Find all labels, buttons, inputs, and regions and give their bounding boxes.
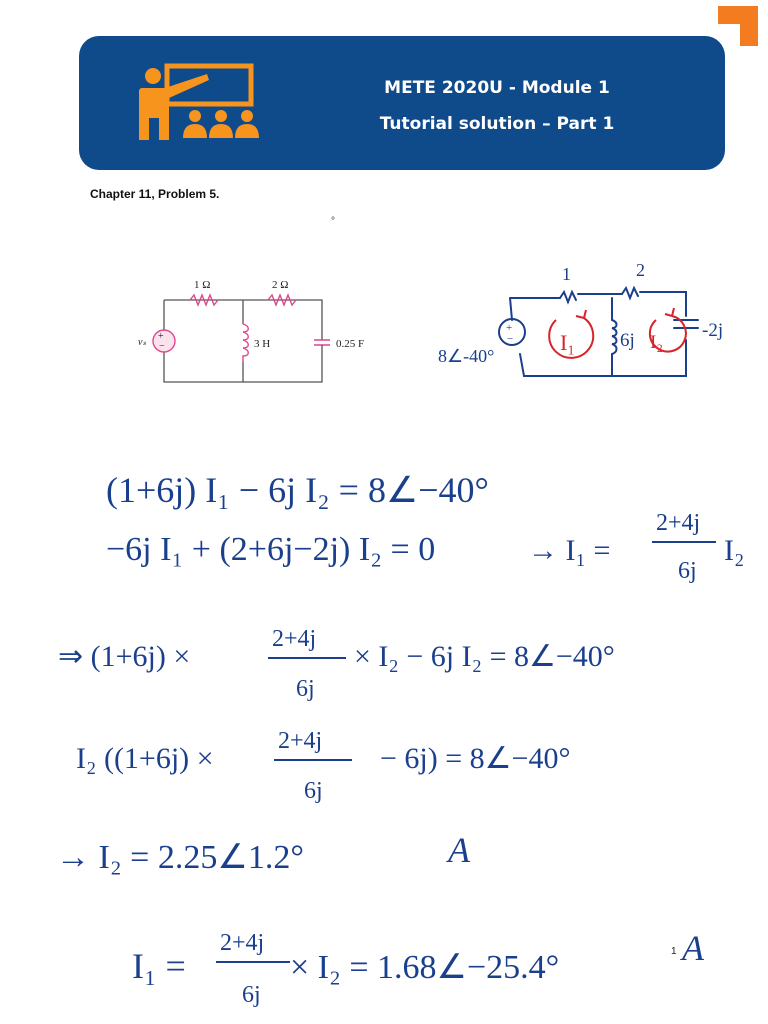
sketch-r1-label: 1: [562, 264, 571, 284]
source-minus-sign: −: [159, 341, 165, 352]
equation-line-4-left: I₂ ((1+6j) ×: [76, 742, 214, 775]
fraction-denominator-2: 6j: [296, 676, 315, 702]
circuit-diagram: [130, 268, 390, 388]
sketch-source-plus: +: [506, 322, 513, 334]
course-title: METE 2020U - Module 1: [384, 78, 610, 98]
equation-line-4-right: − 6j) = 8∠−40°: [380, 742, 571, 775]
equation-line-2-factor: I₂: [724, 534, 745, 567]
corner-brand-mark: [718, 6, 758, 46]
teacher-presentation-icon: [135, 62, 269, 142]
page-number: 1: [671, 946, 677, 957]
fraction-numerator-1: 2+4j: [656, 510, 701, 536]
equation-line-2: −6j I₁ + (2+6j−2j) I₂ = 0: [106, 531, 436, 568]
source-plus-sign: +: [158, 331, 164, 342]
stray-degree-mark: °: [331, 216, 335, 227]
equation-line-5-unit: A: [448, 830, 470, 870]
capacitor-label: 0.25 F: [336, 338, 365, 350]
mesh-1-arrowhead: [576, 310, 586, 318]
inductor-label: 3 H: [254, 338, 271, 350]
equation-line-2-result: → I₁ =: [528, 534, 611, 567]
sketch-resistor-2: [622, 288, 638, 298]
problem-heading: Chapter 11, Problem 5.: [90, 187, 220, 201]
sketch-capacitor-label: -2j: [702, 320, 724, 341]
equation-line-1: (1+6j) I₁ − 6j I₂ = 8∠−40°: [106, 470, 489, 510]
equation-line-6-unit: A: [682, 928, 704, 968]
student-body-3: [235, 124, 259, 138]
resistor-2-label: 2 Ω: [272, 279, 289, 291]
mesh-1-label: I₁: [560, 330, 575, 355]
fraction-denominator-1: 6j: [678, 558, 697, 584]
corner-mark-shape: [718, 6, 758, 46]
sketch-capacitor: [674, 320, 698, 328]
tutorial-subtitle: Tutorial solution – Part 1: [379, 114, 615, 134]
mesh-2-label: I₂: [650, 332, 663, 353]
fraction-numerator-2: 2+4j: [272, 626, 317, 652]
sketch-r2-label: 2: [636, 260, 645, 280]
sketch-inductor: [612, 320, 617, 354]
student-head-1: [189, 110, 201, 122]
equation-line-3-right: × I₂ − 6j I₂ = 8∠−40°: [354, 640, 615, 673]
fraction-denominator-3: 6j: [304, 778, 323, 804]
source-label: vₛ: [138, 337, 147, 348]
equation-line-5: → I₂ = 2.25∠1.2°: [56, 839, 304, 876]
sketch-source-minus: −: [507, 333, 514, 345]
fraction-numerator-4: 2+4j: [220, 930, 265, 956]
student-head-2: [215, 110, 227, 122]
inductor-symbol: [243, 324, 248, 362]
header-banner: [79, 36, 725, 170]
sketch-inductor-label: 6j: [620, 330, 635, 351]
student-body-1: [183, 124, 207, 138]
teacher-head: [145, 68, 161, 84]
equation-line-6-right: × I₂ = 1.68∠−25.4°: [290, 949, 560, 986]
student-body-2: [209, 124, 233, 138]
equation-work: [0, 430, 768, 1024]
sketch-source-label: 8∠-40°: [438, 346, 495, 366]
equation-line-6-left: I₁ =: [132, 946, 186, 986]
sketch-resistor-1: [560, 292, 576, 302]
equation-line-3-left: ⇒ (1+6j) ×: [58, 640, 191, 673]
capacitor-symbol: [314, 340, 330, 345]
mesh-2-arrowhead: [665, 308, 674, 316]
fraction-denominator-4: 6j: [242, 982, 261, 1008]
resistor-1-label: 1 Ω: [194, 279, 211, 291]
student-head-3: [241, 110, 253, 122]
fraction-numerator-3: 2+4j: [278, 728, 323, 754]
circuit-sketch: [436, 258, 766, 392]
